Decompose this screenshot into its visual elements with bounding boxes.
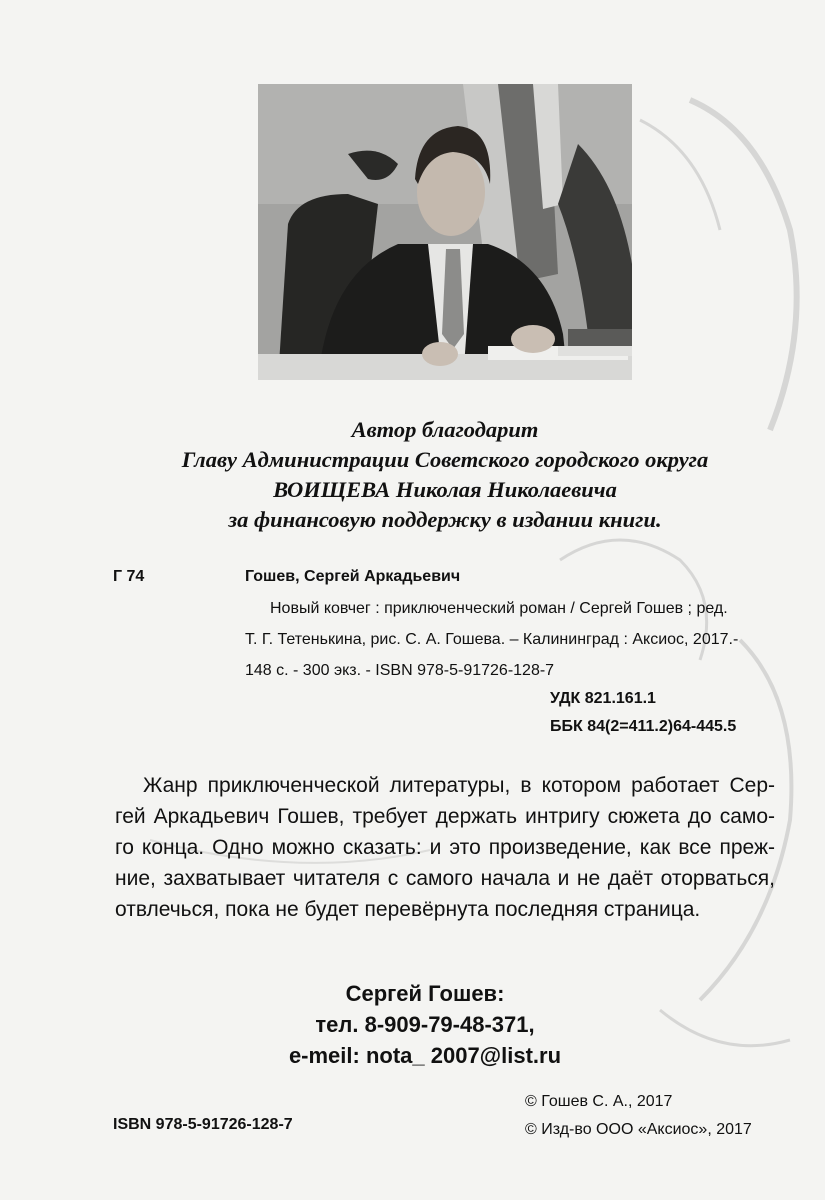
catalog-author: Гошев, Сергей Аркадьевич: [245, 568, 461, 585]
book-annotation: [115, 770, 775, 925]
isbn: ISBN 978-5-91726-128-7: [113, 1116, 293, 1133]
catalog-description-line: 148 с. - 300 экз. - ISBN 978-5-91726-128-7: [245, 662, 555, 679]
acknowledgement: [120, 415, 770, 535]
annotation-line: го конца. Одно можно сказать: и это произведение, как все преж-: [115, 836, 775, 859]
copyright-block: [525, 1088, 752, 1144]
catalog-description-line: Т. Г. Тетенькина, рис. С. А. Гошева. – Калининград : Аксиос, 2017.-: [245, 631, 739, 648]
annotation-line: Жанр приключенческой литературы, в котором работает Сер-: [143, 774, 775, 797]
author-photo: [258, 84, 632, 380]
udk-code: УДК 821.161.1: [550, 690, 656, 707]
acknowledgement-line: за финансовую поддержку в издании книги.: [228, 507, 662, 532]
contact-phone: тел. 8-909-79-48-371,: [315, 1012, 535, 1037]
bbk-code: ББК 84(2=411.2)64-445.5: [550, 718, 737, 735]
author-contacts: [260, 978, 590, 1071]
contact-name: Сергей Гошев:: [345, 981, 505, 1006]
annotation-line: гей Аркадьевич Гошев, требует держать интригу сюжета до само-: [115, 805, 775, 828]
acknowledgement-line: Главу Администрации Советского городского округа: [181, 447, 709, 472]
copyright-publisher: © Изд-во ООО «Аксиос», 2017: [525, 1121, 752, 1138]
contact-email: e-meil: nota_ 2007@list.ru: [288, 1043, 562, 1068]
catalog-description-line: Новый ковчег : приключенческий роман / Сергей Гошев ; ред.: [270, 600, 728, 617]
acknowledgement-line: ВОИЩЕВА Николая Николаевича: [273, 477, 617, 502]
copyright-author: © Гошев С. А., 2017: [525, 1093, 673, 1110]
catalog-code: Г 74: [113, 568, 145, 585]
annotation-line: отвлечься, пока не будет перевёрнута последняя страница.: [115, 898, 701, 921]
annotation-line: ние, захватывает читателя с самого начала и не даёт оторваться,: [115, 867, 775, 890]
acknowledgement-line: Автор благодарит: [351, 417, 539, 442]
